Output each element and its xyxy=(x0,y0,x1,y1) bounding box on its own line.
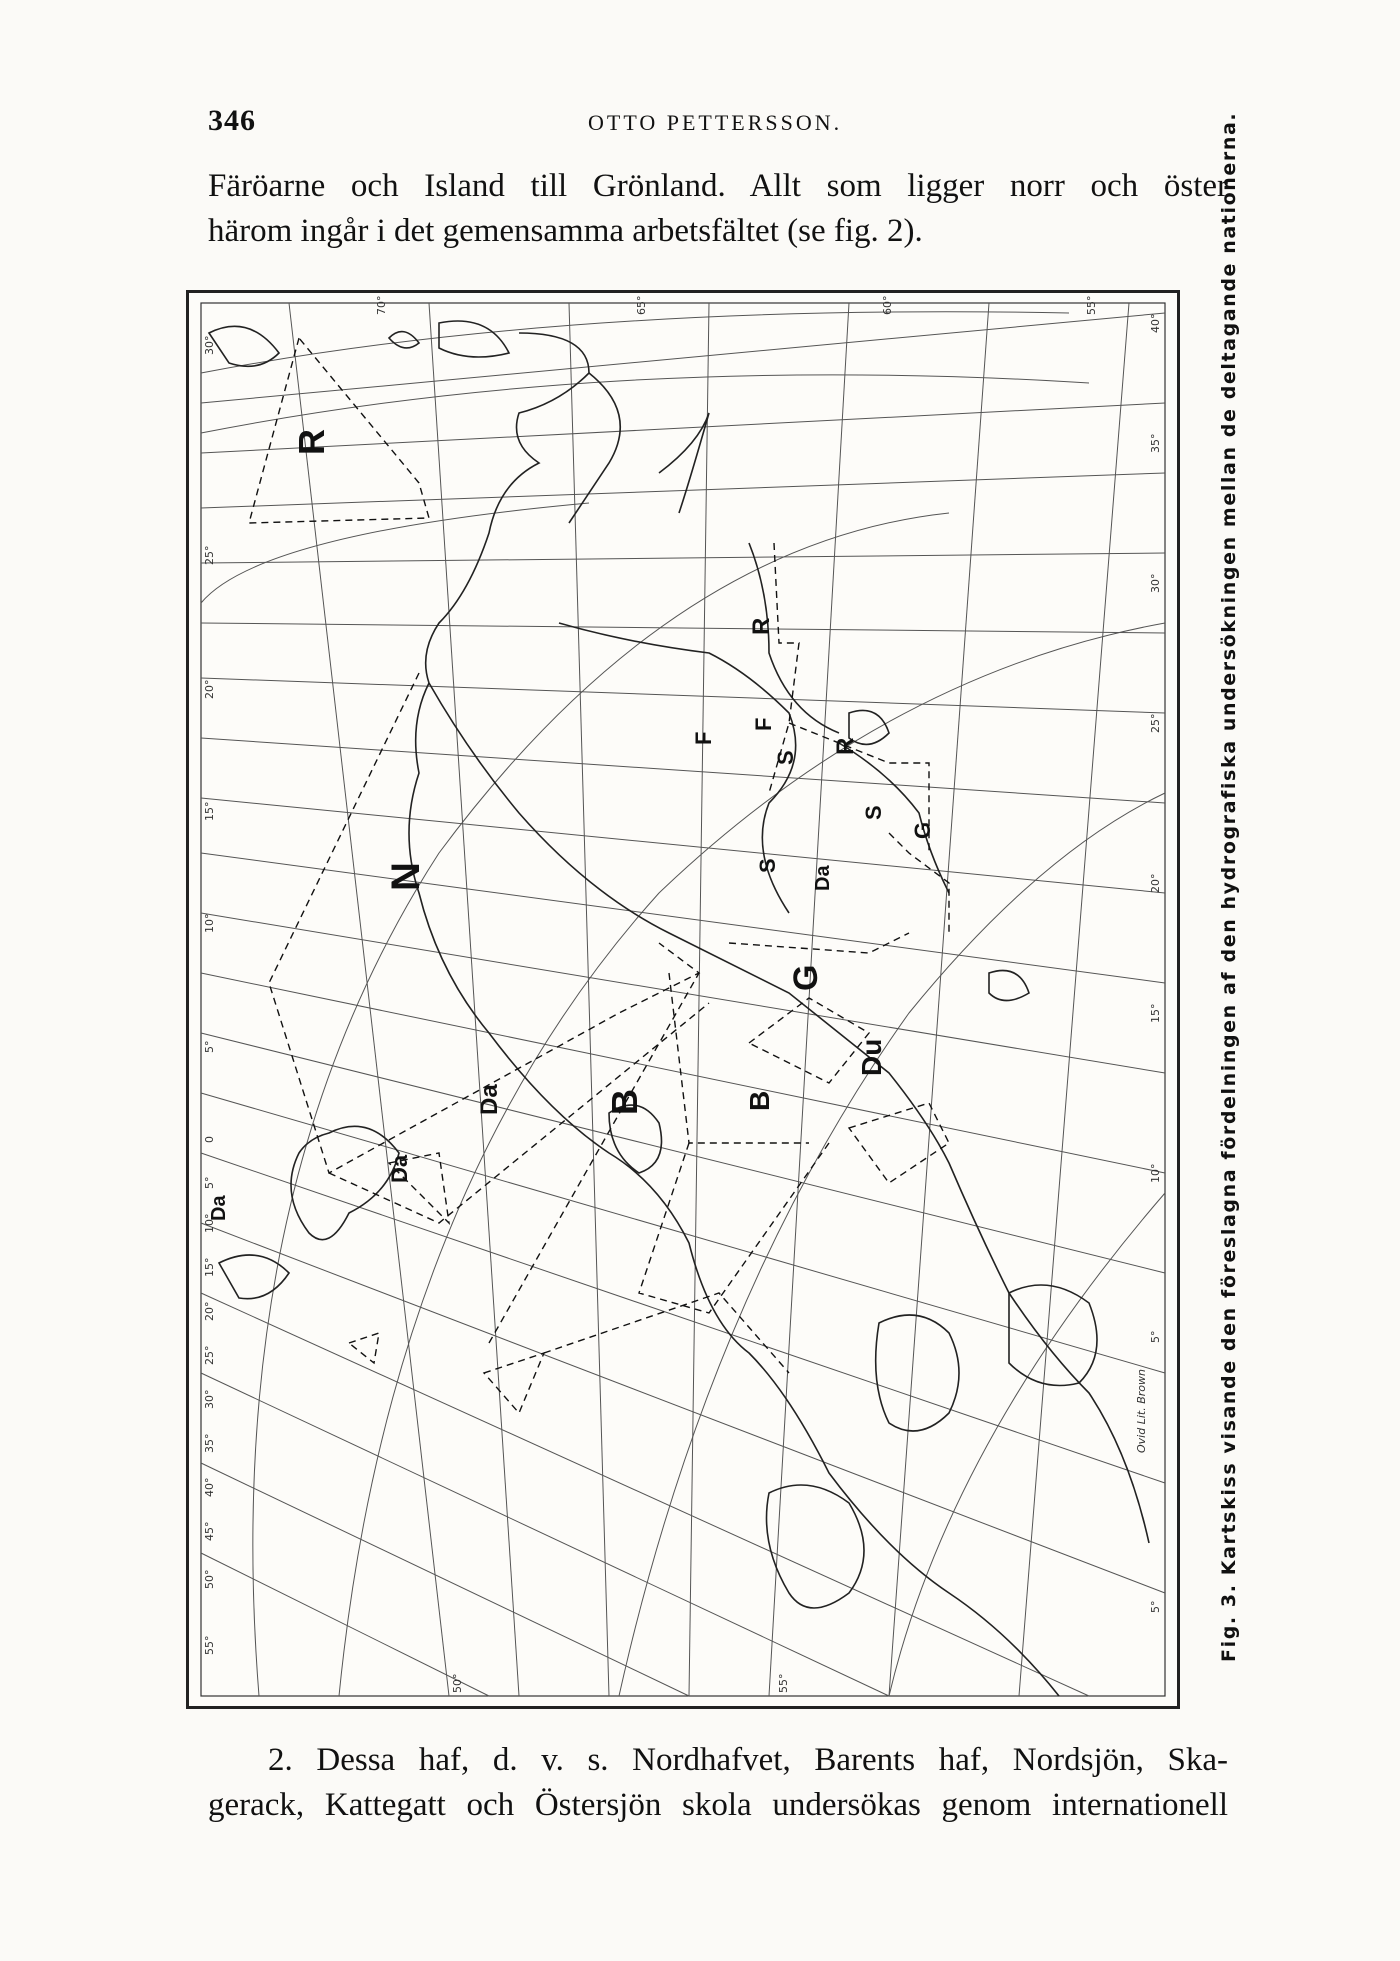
top-degree: 70° xyxy=(375,295,388,315)
left-degree: 25° xyxy=(203,1345,216,1365)
left-degree: 5° xyxy=(203,1176,216,1189)
right-degree: 5° xyxy=(1149,1600,1162,1613)
engraver-credit: Ovid Lit. Brown xyxy=(1135,1369,1148,1453)
region-label-da-2: Da xyxy=(476,1084,503,1115)
top-degree: 60° xyxy=(881,295,894,315)
area-boundaries xyxy=(249,338,949,1413)
region-label-r-top: R xyxy=(291,429,332,455)
region-label-g-2: G xyxy=(787,964,825,991)
figure-map xyxy=(186,290,1180,1709)
right-degree: 10° xyxy=(1149,1163,1162,1183)
region-label-da-3: Da xyxy=(387,1154,412,1183)
inner-frame xyxy=(201,303,1165,1696)
region-label-da-4: Da xyxy=(208,1195,230,1221)
left-degree: 5° xyxy=(203,1040,216,1053)
region-label-f-2: F xyxy=(751,717,776,731)
right-degree-labels xyxy=(1149,314,1162,1614)
region-label-s-2: S xyxy=(861,805,886,820)
paragraph-top-line-2: härom ingår i det gemensamma arbetsfältet (se fig. 2). xyxy=(208,213,923,249)
region-label-b-2: B xyxy=(744,1090,775,1111)
left-degree: 15° xyxy=(203,801,216,821)
map-drawing xyxy=(189,293,1177,1706)
top-degree: 55° xyxy=(1085,295,1098,315)
right-degree: 25° xyxy=(1149,713,1162,733)
bottom-degree: 55° xyxy=(777,1673,790,1693)
paragraph-top-line-1: Färöarne och Island till Grönland. Allt som ligger norr och öster xyxy=(208,168,1228,204)
region-label-f-1: F xyxy=(691,731,716,745)
left-degree: 40° xyxy=(203,1477,216,1497)
region-label-r-3: R xyxy=(832,737,859,755)
bottom-degree: 50° xyxy=(451,1673,464,1693)
right-degree: 20° xyxy=(1149,873,1162,893)
right-degree: 30° xyxy=(1149,573,1162,593)
left-degree: 10° xyxy=(203,1213,216,1233)
paragraph-bottom-line-2: gerack, Kattegatt och Östersjön skola undersökas genom internationell xyxy=(208,1787,1228,1823)
page-number: 346 xyxy=(208,104,256,137)
region-label-r-2: R xyxy=(748,617,775,635)
paragraph-top xyxy=(208,164,1228,254)
left-degree: 30° xyxy=(203,1389,216,1409)
paragraph-bottom-line-1: 2. Dessa haf, d. v. s. Nordhafvet, Barents haf, Nordsjön, Ska- xyxy=(268,1742,1228,1778)
left-degree: 10° xyxy=(203,913,216,933)
left-degree: 50° xyxy=(203,1569,216,1589)
left-degree: 20° xyxy=(203,679,216,699)
running-head: OTTO PETTERSSON. xyxy=(588,110,843,135)
paragraph-bottom xyxy=(208,1738,1228,1828)
left-degree: 15° xyxy=(203,1257,216,1277)
left-degree-labels xyxy=(203,336,216,1656)
page-header xyxy=(208,104,1228,144)
figure-caption: Fig. 3. Kartskiss visande den föreslagna fördelningen af den hydrografiska undersökningen mellan de deltagande nationerna. xyxy=(1218,111,1240,1662)
top-degree: 65° xyxy=(635,295,648,315)
right-degree: 40° xyxy=(1149,313,1162,333)
graticule-parallels xyxy=(201,312,1165,1696)
right-degree: 5° xyxy=(1149,1330,1162,1343)
region-label-da-1: Da xyxy=(812,865,834,891)
region-label-n: N xyxy=(384,862,428,891)
left-degree: 55° xyxy=(203,1635,216,1655)
right-degree: 35° xyxy=(1149,433,1162,453)
left-degree: 20° xyxy=(203,1301,216,1321)
left-degree: 45° xyxy=(203,1521,216,1541)
left-degree: 35° xyxy=(203,1433,216,1453)
region-label-b-1: B xyxy=(604,1089,645,1115)
region-label-s-3: S xyxy=(755,858,780,873)
region-label-s-1: S xyxy=(773,750,798,765)
left-degree: 30° xyxy=(203,335,216,355)
region-label-du: Du xyxy=(856,1038,887,1076)
right-degree: 15° xyxy=(1149,1003,1162,1023)
region-label-g-1: G xyxy=(910,821,935,839)
left-degree: 0 xyxy=(203,1136,216,1143)
left-degree: 25° xyxy=(203,545,216,565)
